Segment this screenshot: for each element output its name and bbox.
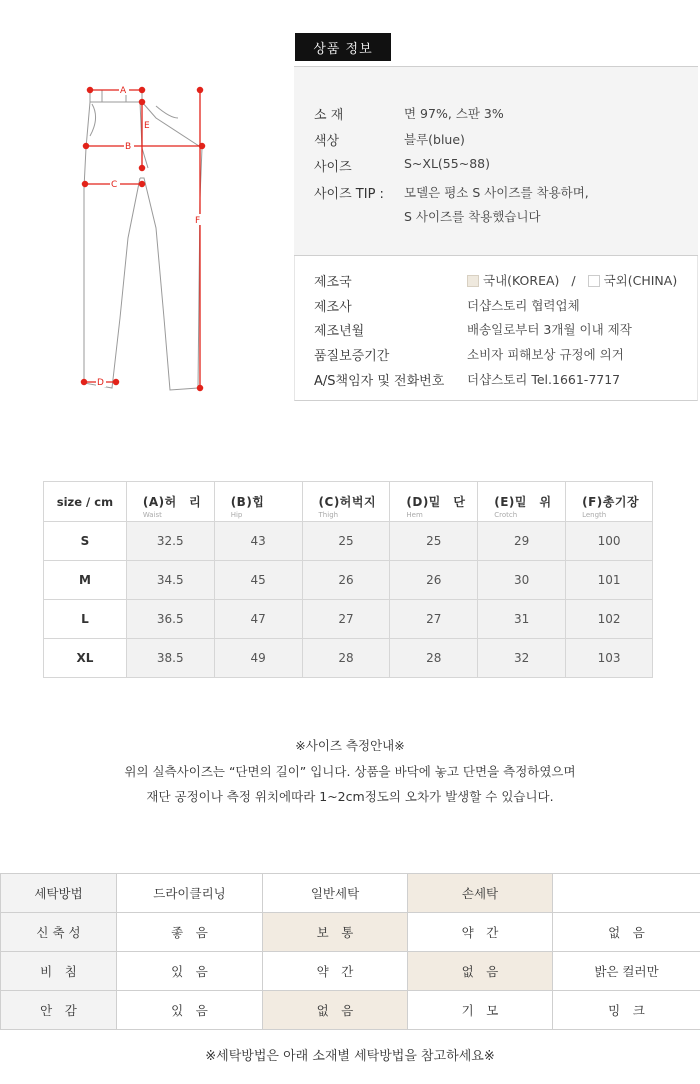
pants-measurement-diagram [60,78,230,400]
warranty-label: 품질보증기간 [314,349,390,364]
label-c: C [111,180,118,190]
point-a-right [139,87,144,92]
origin-foreign-checkbox[interactable] [588,275,600,287]
table-row: 신 축 성 좋 음 보 통 약 간 없 음 [1,913,700,952]
table-row: 안 감 있 음 없 음 기 모 밍 크 [1,991,700,1030]
table-row: L 36.5 47 27 27 31 102 [44,600,653,639]
point-d-right [113,379,118,384]
measure-note-line1: 위의 실측사이즈는 “단면의 길이” 입니다. 상품을 바닥에 놓고 단면을 측정하였으며 [124,764,576,779]
size-table [43,481,653,678]
label-e: E [144,121,150,131]
product-info-title: 상품 정보 [295,33,391,61]
stretch-selected: 보 통 [263,913,408,952]
origin-options [467,271,677,289]
size-table-header [44,482,653,522]
wash-table [0,873,700,1030]
col-crotch: (E)밑 위 Crotch [478,482,566,522]
wash-selected: 손세탁 [408,874,553,913]
origin-domestic-checkbox[interactable] [467,275,479,287]
table-row: M 34.5 45 26 26 30 101 [44,561,653,600]
manufacture-date-label: 제조년월 [314,324,365,339]
color-label: 색상 [314,134,340,149]
wash-note: ※세탁방법은 아래 소재별 세탁방법을 참고하세요※ [205,1049,495,1064]
seethrough-selected: 없 음 [408,952,553,991]
size-label: 사이즈 [314,160,352,175]
point-a-left [87,87,92,92]
origin-separator: / [571,273,576,288]
measure-note-line2: 재단 공정이나 측정 위치에따라 1~2cm정도의 오차가 발생할 수 있습니다. [146,789,554,804]
point-d-left [81,379,86,384]
table-row: 세탁방법 드라이클리닝 일반세탁 손세탁 [1,874,700,913]
point-e-top [139,99,144,104]
manufacture-date-value: 배송일로부터 3개월 이내 제작 [467,322,632,337]
table-row: S 32.5 43 25 25 29 100 [44,522,653,561]
warranty-value: 소비자 피해보상 규정에 의거 [467,347,624,362]
col-length: (F)총기장 Length [566,482,653,522]
measure-note-title: ※사이즈 측정안내※ [295,738,405,753]
point-b-left [83,143,88,148]
origin-domestic-label: 국내(KOREA) [483,273,560,288]
point-f-top [197,87,202,92]
size-tip-value-2: S 사이즈를 착용했습니다 [404,209,541,224]
label-b: B [125,142,132,152]
manufacture-info-box [294,256,698,401]
size-tip-label: 사이즈 TIP : [314,187,384,202]
manufacturer-value: 더샵스토리 협력업체 [467,298,580,313]
size-tip-value: 모델은 평소 S 사이즈를 착용하며, [404,185,589,200]
origin-label: 제조국 [314,275,352,290]
col-hem: (D)밑 단 Hem [390,482,478,522]
size-value: S~XL(55~88) [404,156,490,171]
as-contact-value: 더샵스토리 Tel.1661-7717 [467,372,621,387]
point-f-bottom [197,385,202,390]
origin-foreign-label: 국외(CHINA) [603,273,678,288]
material-label: 소 재 [314,108,344,123]
label-d: D [97,378,104,388]
lining-selected: 없 음 [263,991,408,1030]
table-row: 비 침 있 음 약 간 없 음 밝은 컬러만 [1,952,700,991]
size-header-first: size / cm [44,482,127,522]
color-value: 블루(blue) [404,132,465,147]
point-e-bottom [139,165,144,170]
manufacturer-label: 제조사 [314,300,352,315]
label-f: F [195,216,201,226]
material-value: 면 97%, 스판 3% [404,106,504,121]
col-hip: (B)힙 Hip [214,482,302,522]
as-contact-label: A/S책임자 및 전화번호 [314,374,445,389]
product-info-box [294,66,698,256]
col-thigh: (C)허벅지 Thigh [302,482,390,522]
label-a: A [120,86,127,96]
col-waist: (A)허 리 Waist [126,482,214,522]
table-row: XL 38.5 49 28 28 32 103 [44,639,653,678]
point-c-left [82,181,87,186]
point-c-right [139,181,144,186]
